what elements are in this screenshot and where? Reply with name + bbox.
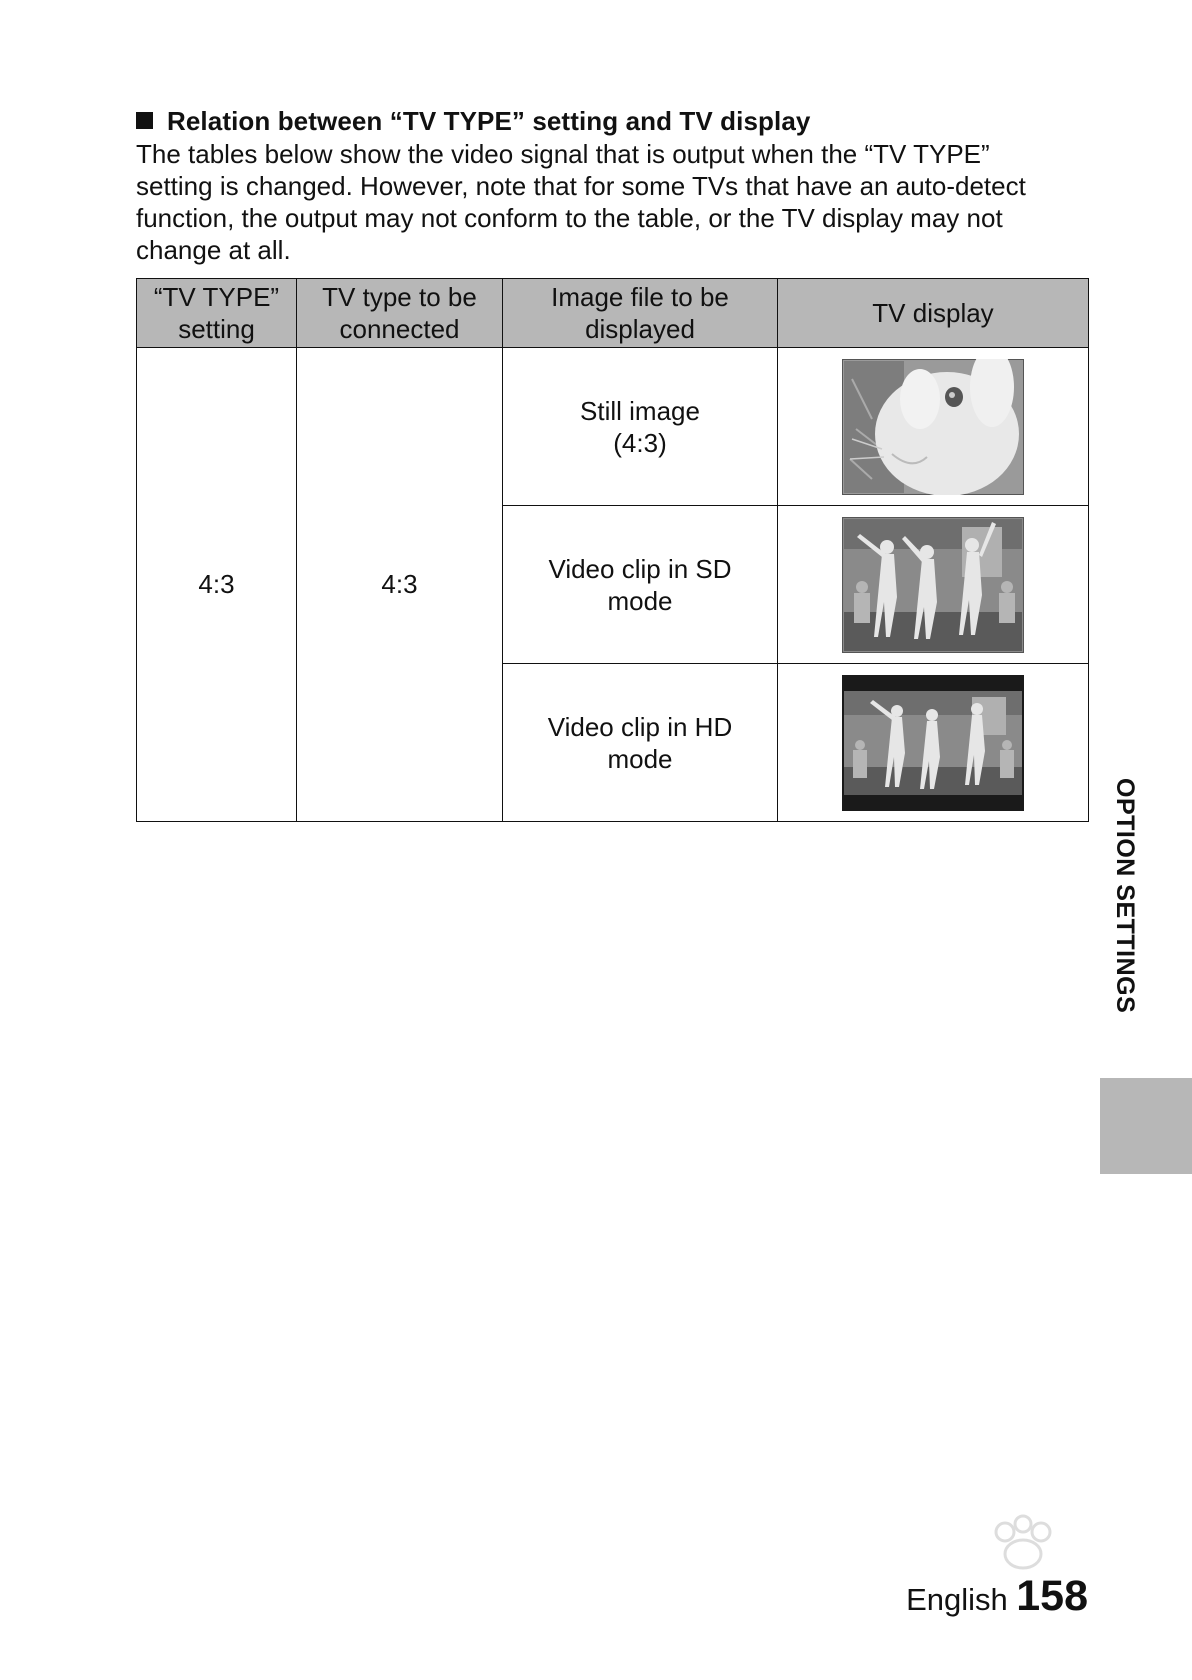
header-tv-display: TV display [778,279,1089,348]
side-section-label: OPTION SETTINGS [1111,778,1139,1014]
page-footer [906,1572,1088,1621]
intro-line: function, the output may not conform to the table, or the TV display may not [136,203,1003,233]
cell-tv-type-setting: 4:3 [137,348,297,822]
cell-image-file-still: Still image (4:3) [503,348,778,506]
rabbit-still-image [842,359,1024,495]
footer-language: English [906,1582,1008,1617]
cell-image-file-hd: Video clip in HD mode [503,664,778,822]
tv-type-table [136,278,1089,822]
page-number: 158 [1016,1572,1088,1620]
section-heading [136,106,810,137]
intro-line: change at all. [136,235,291,265]
table-row [137,348,1089,506]
cell-tv-type-connected: 4:3 [297,348,503,822]
section-heading-text: Relation between “TV TYPE” setting and TV display [167,106,811,136]
side-section-tab [1100,1078,1192,1174]
table-header-row [137,279,1089,348]
cell-tv-display-hd [778,664,1089,822]
square-bullet-icon [136,112,153,129]
header-image-file: Image file to be displayed [503,279,778,348]
cell-image-file-sd: Video clip in SD mode [503,506,778,664]
cell-tv-display-sd [778,506,1089,664]
intro-line: setting is changed. However, note that for some TVs that have an auto-detect [136,171,1026,201]
header-tv-type-setting: “TV TYPE” setting [137,279,297,348]
dancers-hd-letterbox-image [842,675,1024,811]
intro-line: The tables below show the video signal that is output when the “TV TYPE” [136,139,990,169]
dancers-sd-image [842,517,1024,653]
cell-tv-display-still [778,348,1089,506]
header-tv-type-connected: TV type to be connected [297,279,503,348]
intro-paragraph [136,138,1096,266]
